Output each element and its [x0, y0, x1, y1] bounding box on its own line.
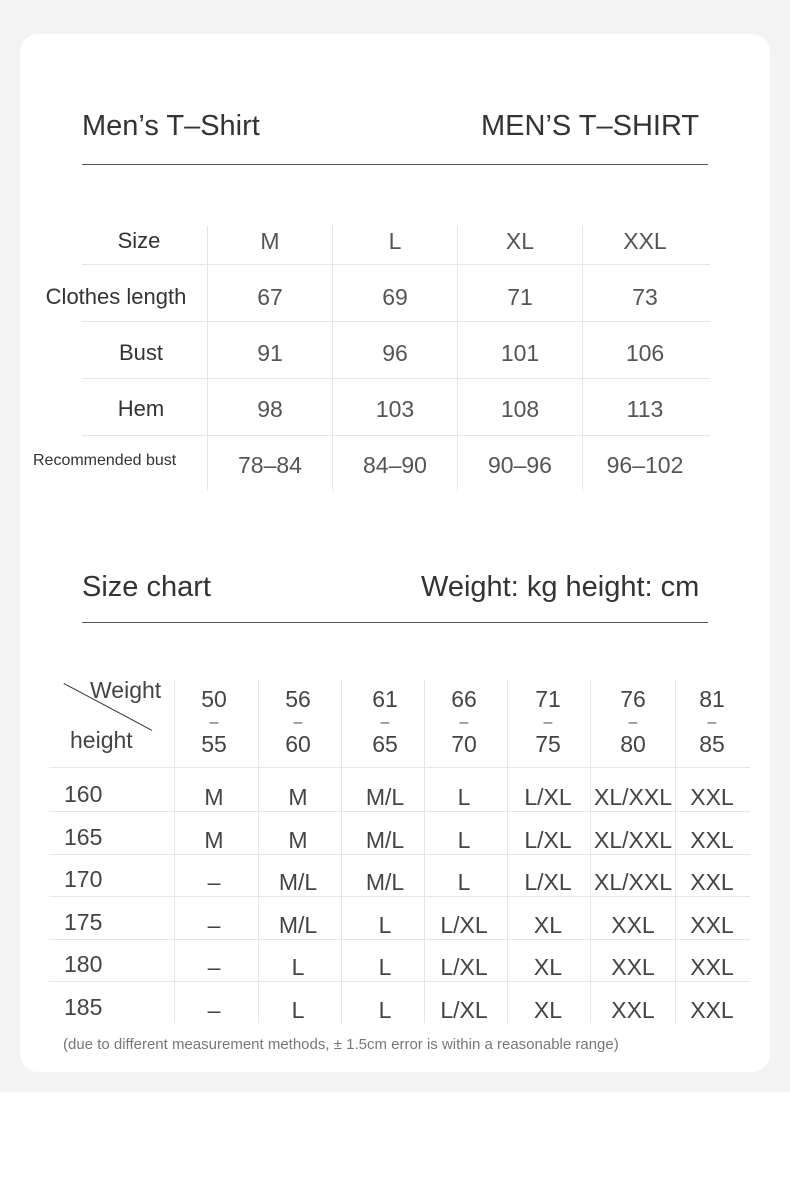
height-row-label: 185 [64, 994, 103, 1020]
size-recommendation-cell: XXL [611, 912, 655, 938]
size-recommendation-cell: L [378, 997, 392, 1023]
weight-range-high: 60 [285, 731, 311, 757]
range-separator: – [628, 714, 638, 731]
range-separator: – [293, 714, 303, 731]
weight-range-low: 50 [201, 686, 227, 712]
row-label: Recommended bust [33, 452, 177, 469]
size-recommendation-cell: XXL [690, 869, 734, 895]
size-recommendation-cell: L/XL [440, 997, 488, 1023]
size-recommendation-cell: XL/XXL [594, 827, 672, 853]
measurement-cell: 91 [257, 340, 283, 366]
size-recommendation-cell: M/L [365, 869, 405, 895]
size-recommendation-cell: XXL [690, 827, 734, 853]
size-recommendation-cell: M [204, 827, 224, 853]
grid-vline [590, 680, 591, 1023]
size-recommendation-cell: M/L [278, 869, 318, 895]
size-column-header: M [260, 228, 280, 254]
grid-hline [82, 264, 710, 265]
section2-units: Weight: kg height: cm [421, 571, 700, 603]
weight-range-header [682, 688, 742, 756]
grid-vline [507, 680, 508, 1023]
size-recommendation-cell: L [378, 912, 392, 938]
weight-range-low: 81 [699, 686, 725, 712]
size-recommendation-cell: – [207, 869, 221, 895]
height-row-label: 170 [64, 866, 103, 892]
size-recommendation-cell: XXL [690, 997, 734, 1023]
corner-height-label: height [70, 727, 133, 753]
grid-vline [457, 226, 458, 491]
grid-vline [424, 680, 425, 1023]
measurement-cell: 96 [382, 340, 408, 366]
weight-range-header [434, 688, 494, 756]
section1-title: Men’s T–Shirt [82, 110, 260, 142]
size-recommendation-cell: L [291, 997, 305, 1023]
grid-hline [49, 811, 750, 812]
size-recommendation-cell: – [207, 912, 221, 938]
size-column-header: XXL [623, 228, 667, 254]
size-recommendation-cell: XL/XXL [594, 869, 672, 895]
size-recommendation-cell: M [288, 784, 308, 810]
weight-range-header [355, 688, 415, 756]
size-recommendation-cell: L [457, 784, 471, 810]
weight-range-high: 70 [451, 731, 477, 757]
size-recommendation-cell: L/XL [524, 869, 572, 895]
size-recommendation-cell: XXL [690, 784, 734, 810]
grid-hline [49, 981, 750, 982]
weight-range-low: 76 [620, 686, 646, 712]
size-recommendation-cell: M/L [365, 827, 405, 853]
grid-vline [258, 680, 259, 1023]
measurement-cell: 71 [507, 284, 533, 310]
size-recommendation-cell: L/XL [524, 827, 572, 853]
size-header-label: Size [117, 228, 161, 253]
weight-range-high: 55 [201, 731, 227, 757]
measurement-cell: 69 [382, 284, 408, 310]
size-column-header: L [388, 228, 402, 254]
grid-hline [49, 854, 750, 855]
size-recommendation-cell: M/L [365, 784, 405, 810]
row-label: Clothes length [45, 284, 187, 309]
weight-range-high: 75 [535, 731, 561, 757]
size-recommendation-cell: XL [533, 954, 563, 980]
size-recommendation-cell: – [207, 954, 221, 980]
size-recommendation-cell: L [457, 869, 471, 895]
weight-range-low: 61 [372, 686, 398, 712]
grid-vline [174, 680, 175, 1023]
grid-vline [582, 226, 583, 491]
size-recommendation-cell: L [291, 954, 305, 980]
range-separator: – [209, 714, 219, 731]
size-recommendation-cell: XXL [690, 954, 734, 980]
size-recommendation-cell: L [457, 827, 471, 853]
grid-hline [82, 435, 710, 436]
grid-vline [332, 226, 333, 491]
measurement-cell: 108 [500, 396, 540, 422]
measurement-cell: 84–90 [363, 452, 427, 478]
row-label: Bust [118, 340, 164, 365]
weight-range-low: 66 [451, 686, 477, 712]
height-row-label: 160 [64, 781, 103, 807]
measurement-cell: 67 [257, 284, 283, 310]
grid-hline [82, 321, 710, 322]
size-recommendation-cell: M [288, 827, 308, 853]
corner-weight-label: Weight [90, 677, 162, 703]
height-row-label: 180 [64, 951, 103, 977]
weight-range-header [268, 688, 328, 756]
measurement-cell: 103 [375, 396, 415, 422]
size-recommendation-cell: XL/XXL [594, 784, 672, 810]
measurement-cell: 113 [626, 396, 664, 422]
weight-range-high: 85 [699, 731, 725, 757]
height-row-label: 165 [64, 824, 103, 850]
grid-vline [341, 680, 342, 1023]
weight-range-header [184, 688, 244, 756]
grid-vline [675, 680, 676, 1023]
height-row-label: 175 [64, 909, 103, 935]
weight-range-header [518, 688, 578, 756]
size-recommendation-cell: XXL [611, 954, 655, 980]
size-recommendation-cell: M [204, 784, 224, 810]
grid-hline [49, 896, 750, 897]
section2-divider [82, 622, 708, 623]
size-recommendation-cell: XXL [690, 912, 734, 938]
section1-title-caps: MEN’S T–SHIRT [481, 110, 700, 142]
size-recommendation-cell: L [378, 954, 392, 980]
weight-range-low: 56 [285, 686, 311, 712]
grid-vline [207, 226, 208, 491]
range-separator: – [543, 714, 553, 731]
size-recommendation-cell: XXL [611, 997, 655, 1023]
grid-hline [49, 767, 750, 768]
grid-hline [82, 378, 710, 379]
row-label: Hem [117, 396, 165, 421]
measurement-cell: 96–102 [606, 452, 684, 478]
weight-range-high: 80 [620, 731, 646, 757]
grid-hline [49, 939, 750, 940]
size-recommendation-cell: L/XL [440, 954, 488, 980]
size-recommendation-cell: – [207, 997, 221, 1023]
size-recommendation-cell: XL [533, 997, 563, 1023]
measurement-cell: 106 [625, 340, 665, 366]
section2-title: Size chart [82, 571, 211, 603]
measurement-cell: 90–96 [488, 452, 552, 478]
size-recommendation-cell: XL [533, 912, 563, 938]
measurement-cell: 78–84 [238, 452, 302, 478]
size-recommendation-cell: L/XL [440, 912, 488, 938]
weight-range-low: 71 [535, 686, 561, 712]
measurement-note: (due to different measurement methods, ± 1.5cm error is within a reasonable range) [63, 1036, 619, 1053]
range-separator: – [459, 714, 469, 731]
size-recommendation-cell: L/XL [524, 784, 572, 810]
size-recommendation-cell: M/L [278, 912, 318, 938]
weight-range-high: 65 [372, 731, 398, 757]
section1-divider [82, 164, 708, 165]
range-separator: – [707, 714, 717, 731]
size-column-header: XL [505, 228, 535, 254]
range-separator: – [380, 714, 390, 731]
measurement-cell: 98 [257, 396, 283, 422]
weight-range-header [603, 688, 663, 756]
measurement-cell: 73 [632, 284, 658, 310]
measurement-cell: 101 [500, 340, 540, 366]
